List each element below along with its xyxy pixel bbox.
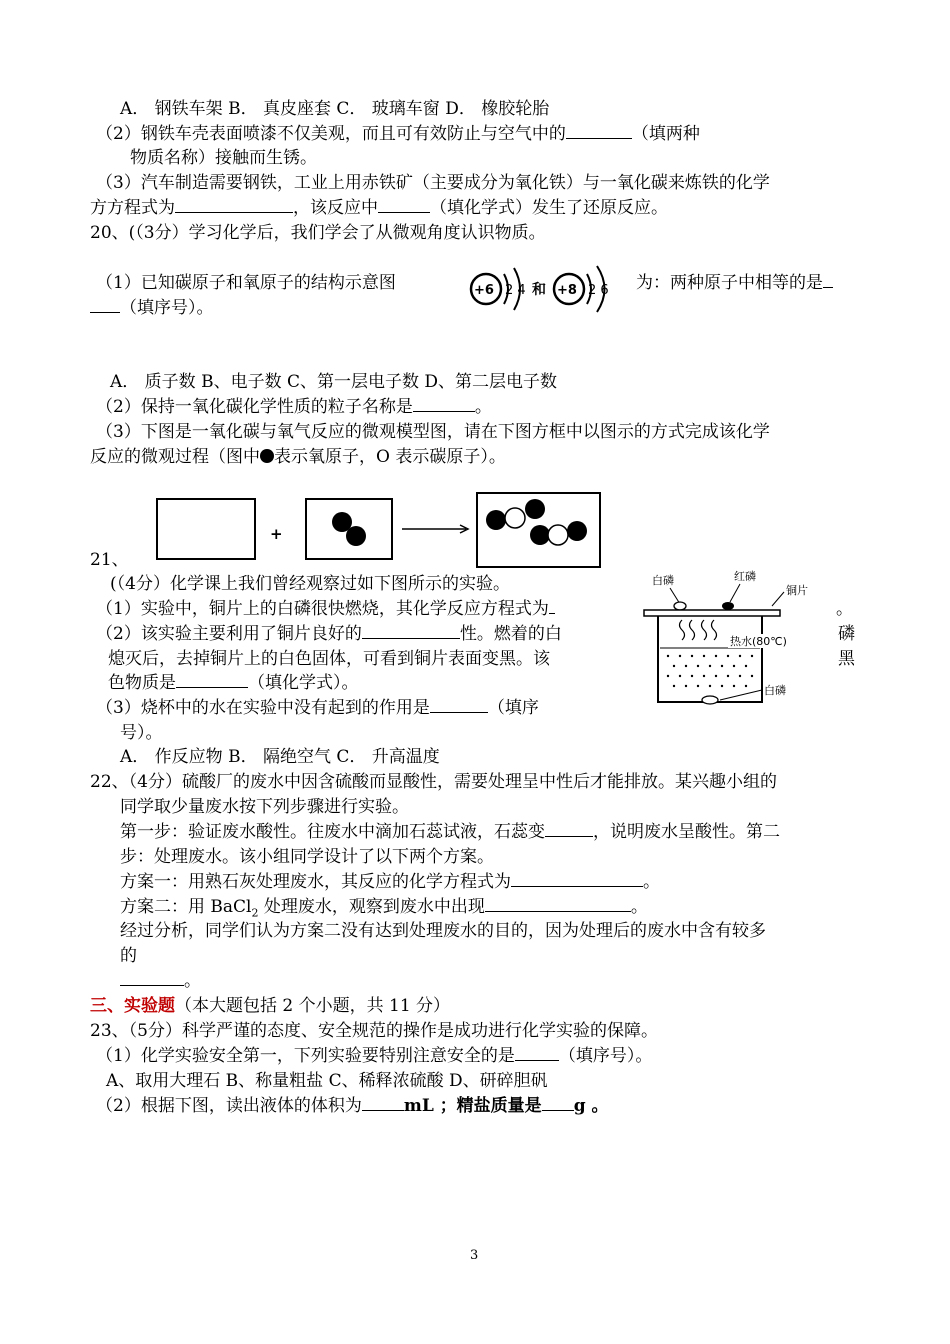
blank	[120, 970, 184, 986]
q22-plan1-b: 。	[643, 872, 660, 892]
blank	[175, 197, 293, 213]
q22-plan1-a: 方案一：用熟石灰处理废水，其反应的化学方程式为	[120, 872, 511, 892]
q20-1-text: （1）已知碳原子和氧原子的结构示意图	[96, 273, 396, 293]
q20-1-ask: 为：两种原子中相等的是	[636, 273, 823, 293]
blank	[378, 197, 430, 213]
q19-options: A． 钢铁车架 B． 真皮座套 C． 玻璃车窗 D． 橡胶轮胎	[120, 99, 550, 119]
q21-options: A． 作反应物 B． 隔绝空气 C． 升高温度	[120, 747, 440, 767]
q19-3-cont	[90, 197, 668, 219]
q20-1-tail	[636, 272, 833, 294]
plus-sign: +	[270, 525, 283, 543]
hot-water-label: 热水(80℃)	[730, 635, 787, 648]
white-phosphorus-top	[674, 602, 686, 610]
q22-plan2-b: 处理废水，观察到废水中出现	[258, 897, 485, 917]
q19-3-text: （3）汽车制造需要钢铁，工业上用赤铁矿（主要成分为氧化铁）与一氧化碳来炼铁的化学	[96, 173, 770, 193]
page-number: 3	[470, 1248, 479, 1263]
q20-2-end: 。	[474, 397, 492, 417]
q21-2-wrap: 磷	[838, 624, 855, 644]
blank	[549, 598, 555, 614]
blank	[362, 1095, 404, 1111]
carbon-shells-label: 2 4	[505, 283, 526, 298]
section-3-heading	[90, 995, 450, 1017]
blank	[485, 896, 631, 912]
q20-3-b: 表示氧原子，	[274, 447, 376, 467]
q20-3-a: 反应的微观过程（图中	[90, 447, 260, 467]
q21-2-wrap2: 黑	[838, 649, 855, 669]
q20-2-text	[96, 396, 492, 418]
q21-3-b: （填序	[487, 698, 539, 718]
q22-title: 22、（4分）硫酸厂的废水中因含硫酸而显酸性，需要处理呈中性后才能排放。某兴趣小组的	[90, 772, 777, 792]
steam-icon	[680, 620, 717, 640]
oxygen-shells-label: 2 6	[588, 283, 609, 298]
blank	[823, 272, 833, 288]
q19-2-text	[96, 123, 700, 145]
oxygen-atom-icon	[260, 449, 274, 463]
q21-2-b: 性。燃着的白	[459, 624, 562, 644]
q20-2-stem: （2）保持一氧化碳化学性质的粒子名称是	[96, 397, 413, 417]
q22-plan1	[120, 871, 660, 893]
q20-3-cont	[90, 446, 506, 468]
q22-step2: 步：处理废水。该小组同学设计了以下两个方案。	[120, 847, 494, 867]
blank	[566, 123, 632, 139]
q21-2-cont2	[108, 672, 359, 694]
q20-options: A． 质子数 B、电子数 C、第一层电子数 D、第二层电子数	[110, 372, 558, 392]
red-phosphorus	[722, 602, 734, 610]
oxygen-molecule-box	[305, 498, 393, 560]
blank	[430, 697, 488, 713]
q23-title: 23、（5分）科学严谨的态度、安全规范的操作是成功进行化学实验的保障。	[90, 1021, 658, 1041]
q22-analysis-cont: 的	[120, 946, 137, 966]
co2-molecule-box	[476, 492, 601, 568]
q21-3-cont: 号）。	[120, 723, 163, 743]
q23-options: A、取用大理石 B、称量粗盐 C、稀释浓硫酸 D、研碎胆矾	[106, 1071, 548, 1091]
carbon-nucleus-label: +6	[474, 283, 494, 298]
q22-step1-a: 第一步：验证废水酸性。往废水中滴加石蕊试液，石蕊变	[120, 822, 545, 842]
atom-structure-diagram	[458, 262, 626, 316]
q21-2-cont: 熄灭后，去掉铜片上的白色固体，可看到铜片表面变黑。该	[108, 649, 550, 669]
q21-3-a: （3）烧杯中的水在实验中没有起到的作用是	[96, 698, 430, 718]
q21-1-text	[96, 598, 555, 620]
q22-plan2-c: 。	[630, 897, 648, 917]
q22-analysis: 经过分析，同学们认为方案二没有达到处理废水的目的，因为处理后的废水中含有较多	[120, 921, 766, 941]
oxygen-nucleus-label: +8	[557, 283, 577, 298]
q20-title: 20、(（3分）学习化学后，我们学会了从微观角度认识物质。	[90, 223, 546, 243]
co2-molecules-icon	[478, 494, 599, 566]
water-dots	[667, 655, 753, 687]
q23-2-a: （2）根据下图，读出液体的体积为	[96, 1096, 362, 1116]
q22-end: 。	[184, 971, 201, 991]
phosphorus-combustion-diagram	[630, 562, 830, 712]
q19-2-cont: 物质名称）接触而生锈。	[130, 148, 317, 168]
q21-2-a: （2）该实验主要利用了铜片良好的	[96, 624, 362, 644]
blank	[413, 396, 475, 412]
q19-3-b: ，该反应中	[293, 198, 378, 218]
q21-1-stem: （1）实验中，铜片上的白磷很快燃烧，其化学反应方程式为	[96, 599, 549, 619]
q19-3-c: （填化学式）发生了还原反应。	[430, 198, 668, 218]
q22-analysis-blank	[120, 970, 201, 992]
q21-2-d: （填化学式）。	[248, 673, 359, 693]
q22-cont: 同学取少量废水按下列步骤进行实验。	[120, 797, 409, 817]
q23-2-b: mL ；精盐质量是	[403, 1096, 542, 1116]
blank	[542, 1095, 574, 1111]
q23-1-text	[96, 1045, 652, 1067]
white-phosphorus-bottom	[702, 696, 718, 704]
q20-3-c: O 表示碳原子）。	[376, 447, 506, 467]
oxygen-molecule-icon	[307, 500, 391, 558]
q20-1-cont	[90, 297, 214, 319]
q23-2-text	[96, 1095, 609, 1117]
red-p-label: 红磷	[734, 570, 756, 583]
q20-1-fill: （填序号）。	[120, 298, 214, 318]
white-p-top-label: 白磷	[652, 574, 674, 587]
copper-label: 铜片	[786, 584, 808, 597]
q21-title: (（4分）化学课上我们曾经观察过如下图所示的实验。	[110, 574, 510, 594]
q19-2-stem: （2）钢铁车壳表面喷漆不仅美观，而且可有效防止与空气中的	[96, 124, 566, 144]
q21-number: 21、	[90, 550, 129, 570]
q23-2-c: g 。	[573, 1096, 609, 1116]
q21-2-text	[96, 623, 562, 645]
blank	[545, 821, 593, 837]
blank	[90, 297, 120, 313]
section-3-desc: （本大题包括 2 个小题，共 11 分）	[175, 996, 451, 1016]
reaction-arrow-icon	[400, 522, 472, 536]
q22-plan2-sub: 2	[251, 906, 259, 920]
q20-3-text: （3）下图是一氧化碳与氧气反应的微观模型图，请在下图方框中以图示的方式完成该化学	[96, 422, 770, 442]
white-p-bottom-label: 白磷	[764, 684, 786, 697]
q21-1-end: 。	[836, 599, 853, 619]
q21-3-text	[96, 697, 539, 719]
blank	[362, 623, 460, 639]
q22-plan2-a: 方案二：用 BaCl	[120, 897, 252, 917]
q19-3-a: 方方程式为	[90, 198, 175, 218]
blank	[176, 672, 248, 688]
empty-answer-box	[156, 498, 256, 560]
copper-plate	[644, 610, 780, 616]
q23-1-a: （1）化学实验安全第一，下列实验要特别注意安全的是	[96, 1046, 515, 1066]
q19-2-tail: （填两种	[631, 124, 700, 144]
blank	[515, 1045, 559, 1061]
blank	[511, 871, 643, 887]
section-3-title: 三、实验题	[90, 996, 175, 1016]
q23-1-b: （填序号）。	[558, 1046, 653, 1066]
join-label: 和	[532, 282, 546, 298]
beaker	[658, 616, 762, 702]
q21-2-c: 色物质是	[108, 673, 176, 693]
q22-step1	[120, 821, 780, 843]
q22-step1-b: ，说明废水呈酸性。第二	[593, 822, 780, 842]
